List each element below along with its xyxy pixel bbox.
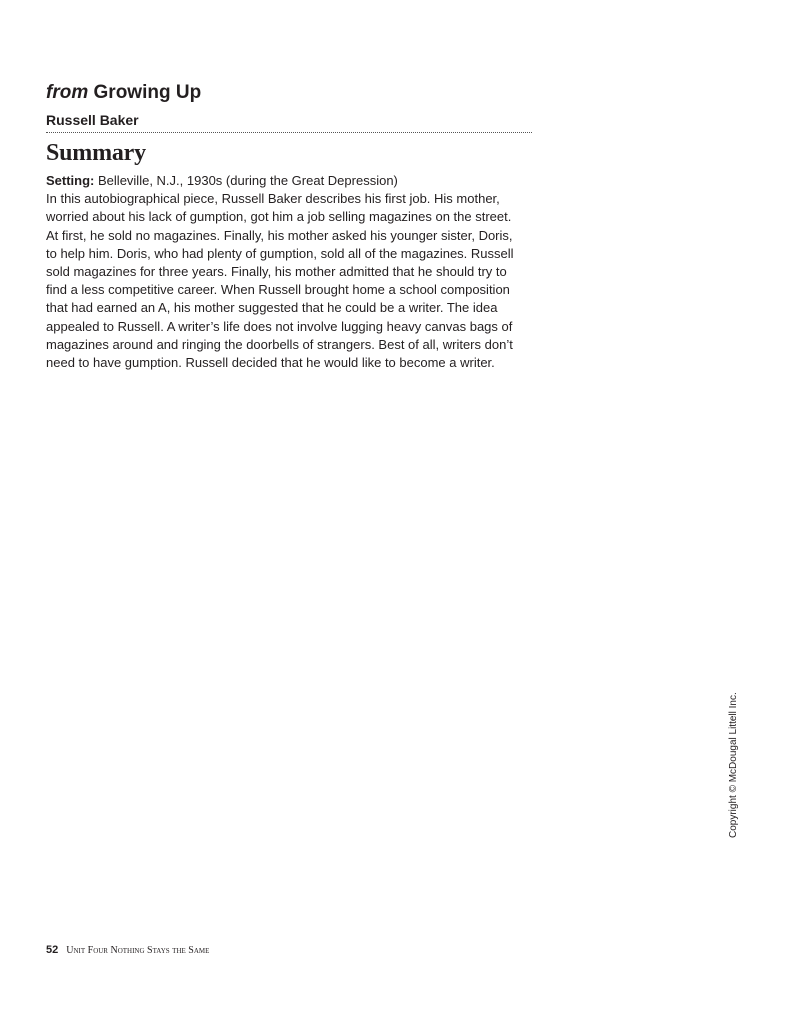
title-block: [46, 81, 532, 129]
dotted-divider: [46, 132, 532, 133]
copyright-notice: Copyright © McDougal Littell Inc.: [728, 692, 739, 838]
title-prefix: from: [46, 82, 89, 103]
page-footer: [46, 940, 209, 958]
running-head: Unit Four Nothing Stays the Same: [66, 945, 210, 956]
setting-label: Setting:: [46, 173, 95, 188]
setting-value: Belleville, N.J., 1930s (during the Great Depression): [98, 173, 398, 188]
page-number: 52: [46, 944, 59, 956]
title-text: Growing Up: [93, 82, 202, 103]
section-heading: Summary: [46, 140, 146, 166]
author-name: Russell Baker: [46, 112, 139, 128]
summary-paragraph: In this autobiographical piece, Russell Baker describes his first job. His mother, worried about his lack of gumption, got him a job selling magazines on the street. At first, he sold no magazines. Finally, his mother asked his younger sister, Doris, to help him. Doris, who had plenty of gumption, sold all of the magazines. Russell sold magazines for three years. Finally, his mother admitted that he should try to find a less competitive career. When Russell brought home a school composition that had earned an A, his mother suggested that he could be a writer. The idea appealed to Russell. A writer’s life does not involve lugging heavy canvas bags of magazines around and ringing the doorbells of strangers. Best of all, writers don’t need to have gumption. Russell decided that he would like to become a writer.: [46, 191, 514, 371]
summary-text: [46, 172, 526, 372]
setting-line: [46, 172, 526, 190]
work-title: [46, 81, 532, 105]
